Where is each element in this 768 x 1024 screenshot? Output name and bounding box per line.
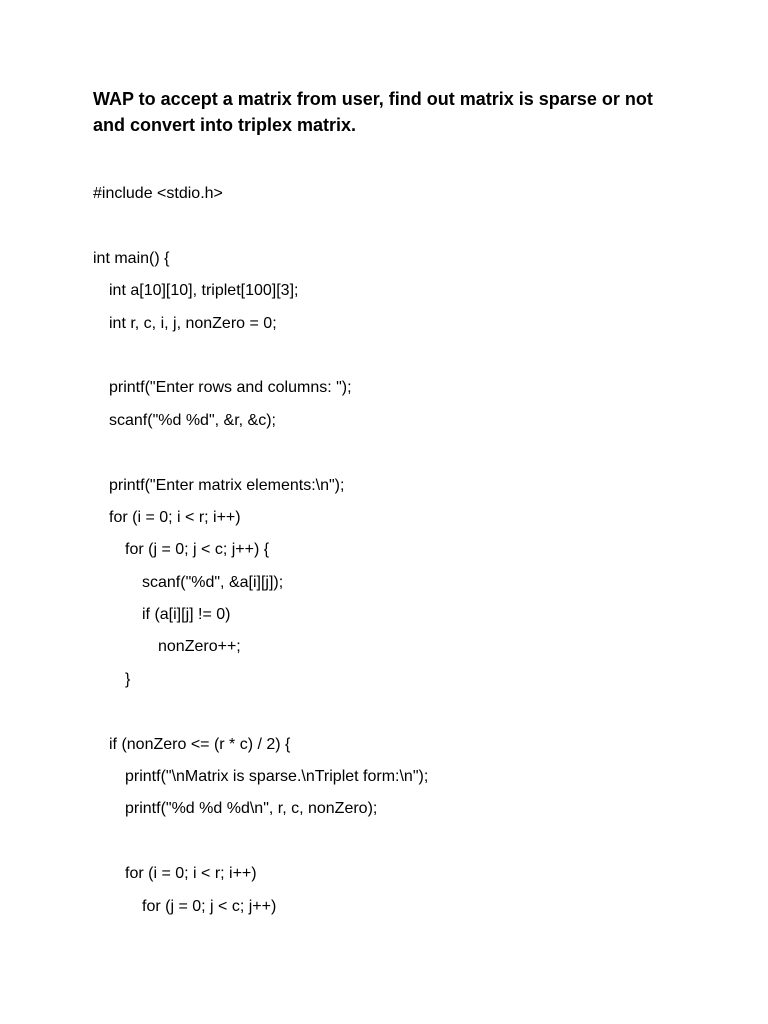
code-line-printf-header: printf("%d %d %d\n", r, c, nonZero); bbox=[125, 800, 378, 818]
code-blank-line bbox=[93, 698, 428, 730]
code-line-printf-elements: printf("Enter matrix elements:\n"); bbox=[109, 476, 345, 494]
code-line-array-decl: int a[10][10], triplet[100][3]; bbox=[109, 282, 299, 300]
code-line-var-decl: int r, c, i, j, nonZero = 0; bbox=[109, 314, 277, 332]
code-line-increment: nonZero++; bbox=[158, 638, 241, 656]
heading-line: and convert into triplex matrix. bbox=[93, 115, 357, 135]
code-line-close-brace: } bbox=[125, 670, 131, 688]
code-line-if-sparse: if (nonZero <= (r * c) / 2) { bbox=[109, 735, 291, 753]
question-heading bbox=[93, 86, 693, 138]
code-blank-line bbox=[93, 342, 428, 374]
code-line-main: int main() { bbox=[93, 249, 170, 267]
code-line-printf-rows: printf("Enter rows and columns: "); bbox=[109, 379, 352, 397]
code-line-scanf-rows: scanf("%d %d", &r, &c); bbox=[109, 411, 276, 429]
code-line-printf-sparse: printf("\nMatrix is sparse.\nTriplet form:\n"); bbox=[125, 768, 429, 786]
code-line-scanf-element: scanf("%d", &a[i][j]); bbox=[142, 573, 284, 591]
code-blank-line bbox=[93, 212, 428, 244]
code-line-for-j-triplet: for (j = 0; j < c; j++) bbox=[142, 897, 277, 915]
code-blank-line bbox=[93, 439, 428, 471]
code-line-for-i-triplet: for (i = 0; i < r; i++) bbox=[125, 865, 257, 883]
code-line-for-j: for (j = 0; j < c; j++) { bbox=[125, 541, 270, 559]
code-line-include: #include <stdio.h> bbox=[93, 185, 223, 202]
code-line-if-nonzero: if (a[i][j] != 0) bbox=[142, 606, 231, 624]
code-listing bbox=[93, 180, 428, 925]
code-line-for-i: for (i = 0; i < r; i++) bbox=[109, 508, 241, 526]
heading-line: WAP to accept a matrix from user, find out matrix is sparse or not bbox=[93, 89, 653, 109]
code-blank-line bbox=[93, 828, 428, 860]
